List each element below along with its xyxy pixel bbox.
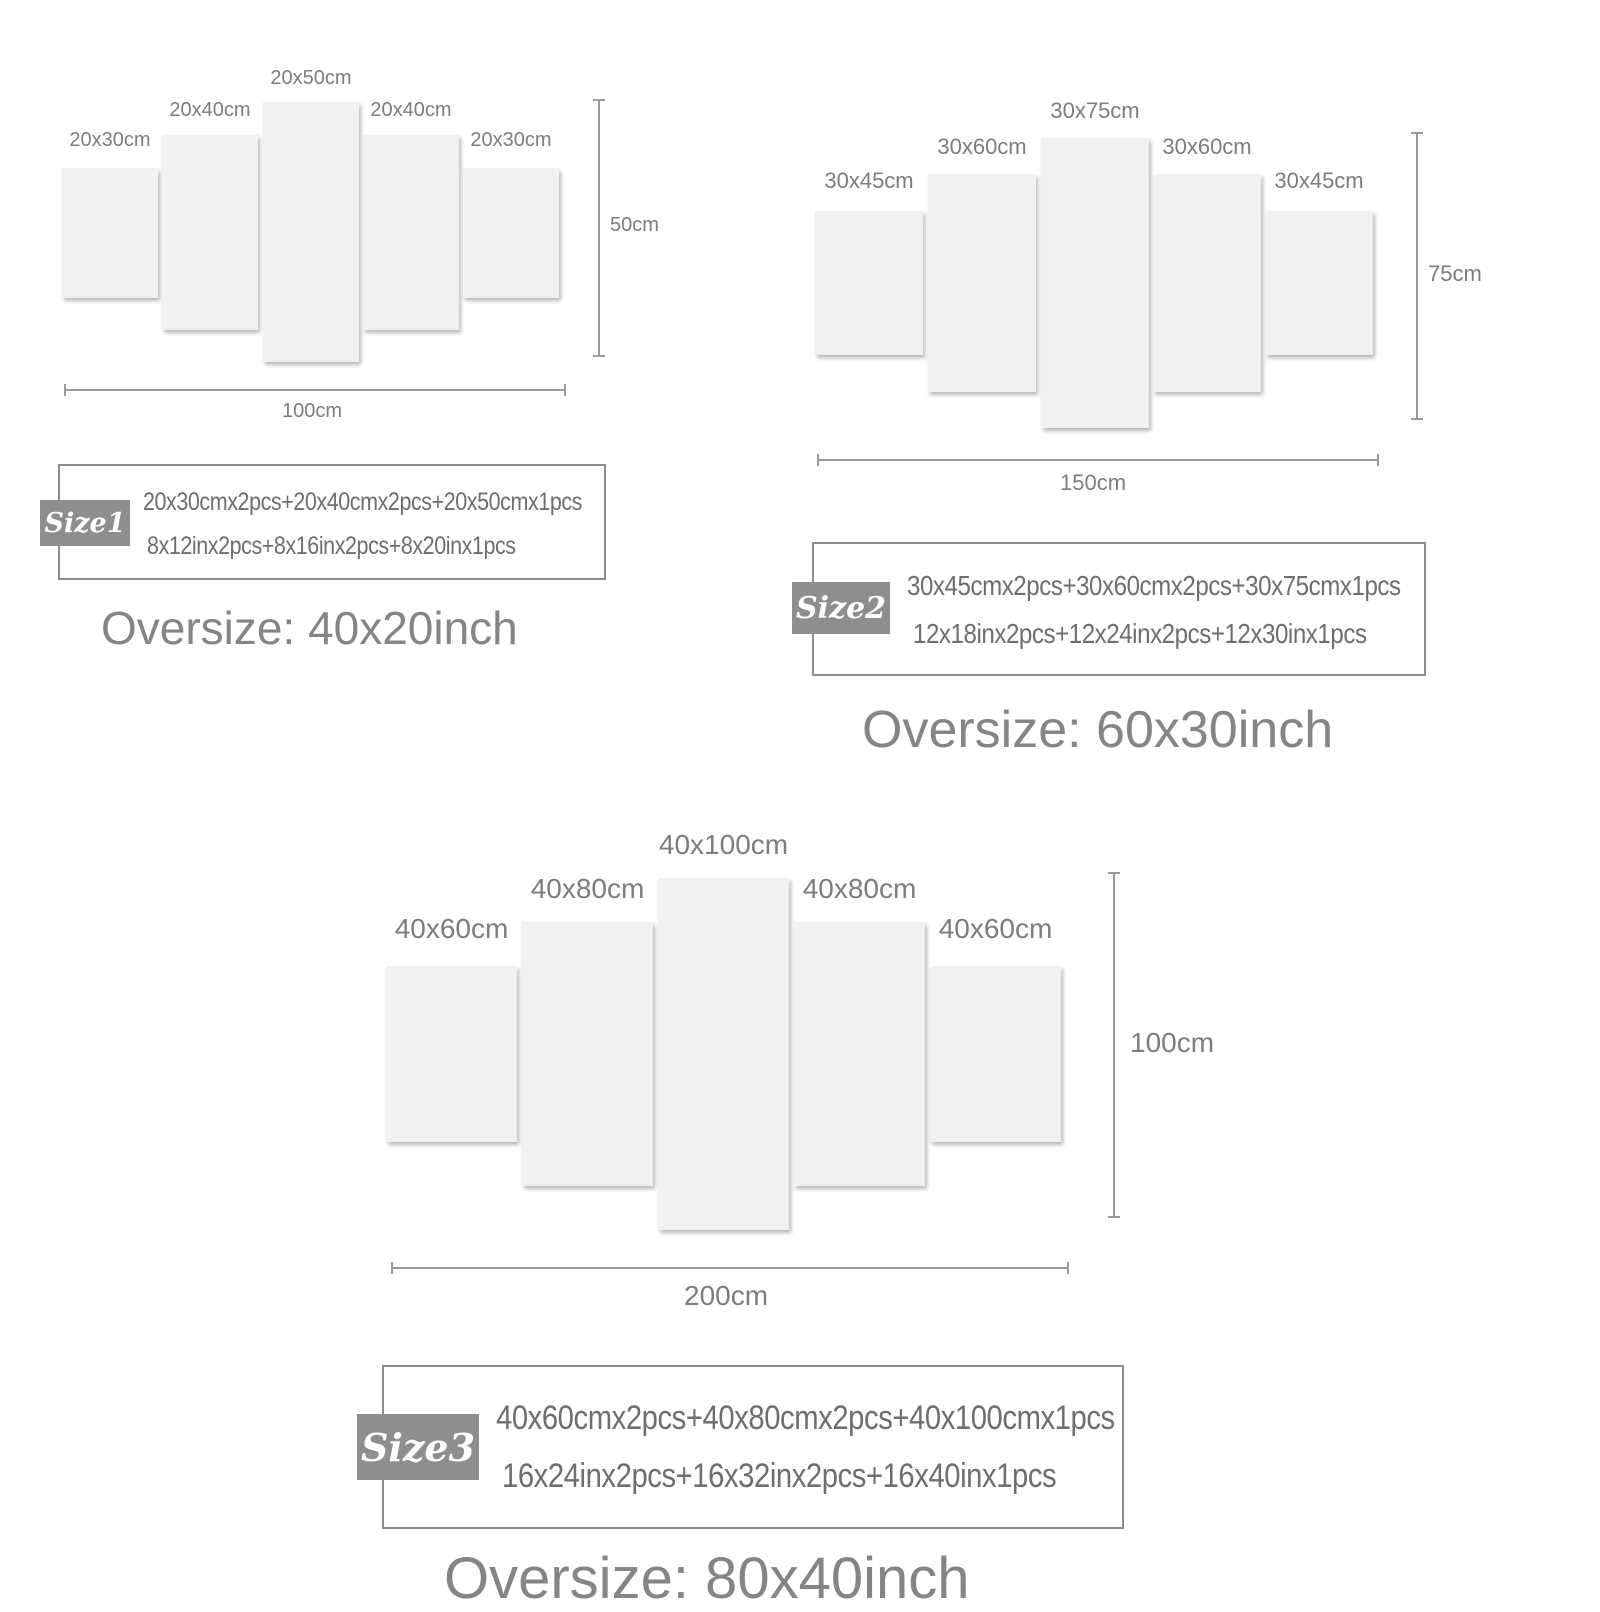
size1-height-label: 50cm bbox=[610, 214, 659, 236]
size3-panel-3 bbox=[658, 878, 789, 1230]
size1-panel-2 bbox=[162, 135, 258, 330]
size1-panel-2-label: 20x40cm bbox=[169, 99, 251, 121]
size1-panel-1-label: 20x30cm bbox=[69, 129, 151, 151]
size3-panel-2 bbox=[522, 922, 653, 1186]
size3-panel-2-label: 40x80cm bbox=[530, 873, 645, 904]
size1-spec-in: 8x12inx2pcs+8x16inx2pcs+8x20inx1pcs bbox=[147, 532, 516, 560]
size3-panel-1 bbox=[386, 966, 517, 1142]
size3-badge: Size3 bbox=[357, 1414, 479, 1480]
size3-spec-cm: 40x60cmx2pcs+40x80cmx2pcs+40x100cmx1pcs bbox=[496, 1399, 1115, 1437]
size3-height-dimension-line bbox=[1113, 873, 1115, 1217]
size2-width-label: 150cm bbox=[1060, 470, 1127, 495]
size2-badge: Size2 bbox=[792, 582, 890, 634]
size1-oversize: Oversize: 40x20inch bbox=[101, 602, 518, 654]
size2-spec-cm: 30x45cmx2pcs+30x60cmx2pcs+30x75cmx1pcs bbox=[907, 570, 1401, 601]
size2-width-dimension-line bbox=[818, 459, 1378, 461]
size2-panel-3-label: 30x75cm bbox=[1050, 98, 1140, 123]
size3-panel-1-label: 40x60cm bbox=[394, 913, 509, 944]
size2-panel-4 bbox=[1153, 174, 1261, 392]
size1-panel-1 bbox=[62, 168, 158, 298]
size2-panel-4-label: 30x60cm bbox=[1162, 134, 1252, 159]
size2-height-label: 75cm bbox=[1428, 261, 1482, 286]
size3-panel-5-label: 40x60cm bbox=[938, 913, 1053, 944]
size1-badge: Size1 bbox=[40, 500, 130, 546]
size1-width-dimension-line bbox=[65, 389, 565, 391]
size1-spec-box bbox=[58, 464, 606, 580]
size3-spec-in: 16x24inx2pcs+16x32inx2pcs+16x40inx1pcs bbox=[502, 1457, 1057, 1495]
size1-panel-3 bbox=[263, 102, 359, 362]
size2-panel-2 bbox=[928, 174, 1036, 392]
size2-panel-2-label: 30x60cm bbox=[937, 134, 1027, 159]
size2-spec-box bbox=[812, 542, 1426, 676]
size2-oversize: Oversize: 60x30inch bbox=[862, 701, 1334, 759]
size3-panel-3-label: 40x100cm bbox=[658, 829, 789, 860]
size3-width-dimension-line bbox=[392, 1267, 1068, 1269]
size2-panel-5-label: 30x45cm bbox=[1274, 168, 1364, 193]
size3-width-label: 200cm bbox=[684, 1280, 769, 1311]
size1-panel-3-label: 20x50cm bbox=[270, 67, 352, 89]
size3-panel-4-label: 40x80cm bbox=[802, 873, 917, 904]
size1-panel-4 bbox=[363, 135, 459, 330]
size2-panel-1-label: 30x45cm bbox=[824, 168, 914, 193]
size3-panel-4 bbox=[794, 922, 925, 1186]
size2-panel-1 bbox=[815, 211, 923, 355]
size1-width-label: 100cm bbox=[282, 400, 343, 422]
size1-panel-4-label: 20x40cm bbox=[370, 99, 452, 121]
size2-height-dimension-line bbox=[1416, 133, 1418, 419]
size1-spec-cm: 20x30cmx2pcs+20x40cmx2pcs+20x50cmx1pcs bbox=[143, 488, 582, 516]
size2-panel-5 bbox=[1265, 211, 1373, 355]
size3-height-label: 100cm bbox=[1130, 1027, 1215, 1058]
size2-spec-in: 12x18inx2pcs+12x24inx2pcs+12x30inx1pcs bbox=[913, 618, 1367, 649]
size2-panel-3 bbox=[1041, 138, 1149, 428]
size3-panel-5 bbox=[930, 966, 1061, 1142]
size1-panel-5-label: 20x30cm bbox=[470, 129, 552, 151]
size1-panel-5 bbox=[463, 168, 559, 298]
size3-oversize: Oversize: 80x40inch bbox=[444, 1546, 970, 1611]
size3-spec-box bbox=[382, 1365, 1124, 1529]
size1-height-dimension-line bbox=[598, 100, 600, 356]
